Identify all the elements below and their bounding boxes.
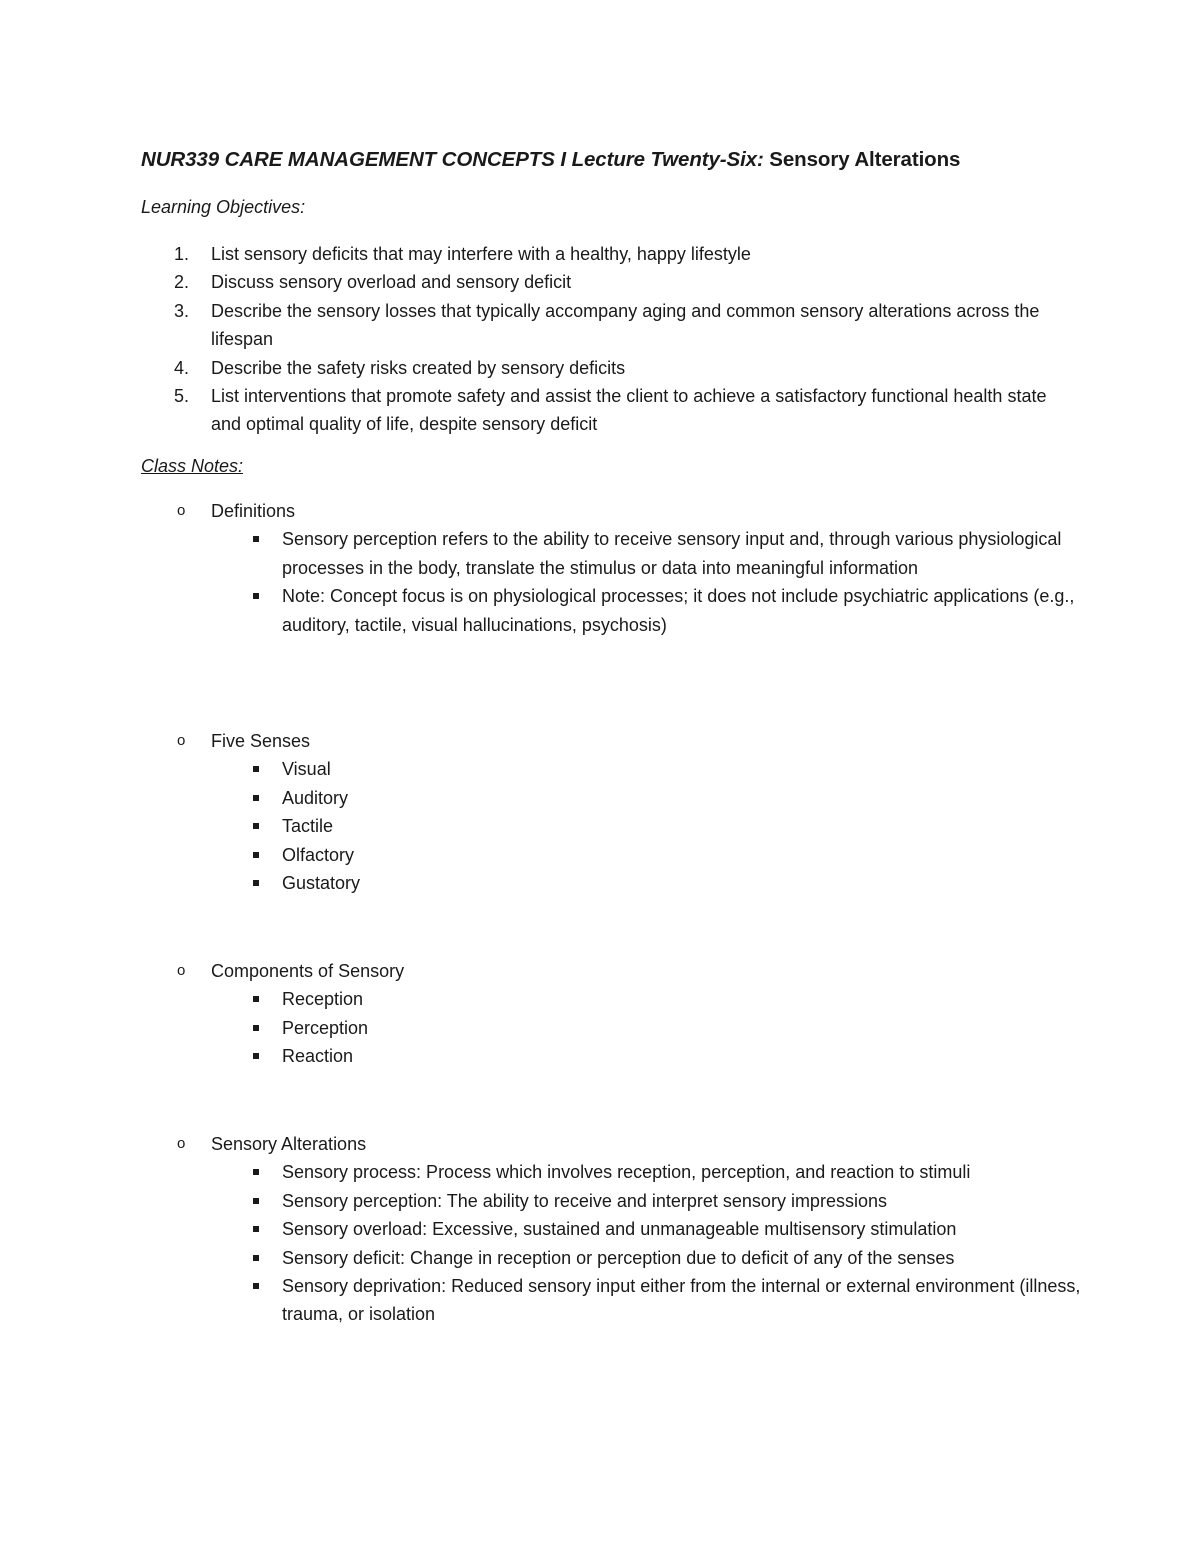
square-bullet-icon — [253, 1283, 259, 1289]
list-item — [141, 525, 1081, 582]
list-item — [141, 1014, 1081, 1042]
list-item — [141, 1042, 1081, 1070]
square-bullet-icon — [253, 593, 259, 599]
title-topic: Sensory Alterations — [763, 148, 961, 171]
list-item-text: Visual — [282, 759, 331, 780]
square-bullet-icon — [253, 1053, 259, 1059]
objective-item — [141, 240, 1061, 268]
square-bullet-icon — [253, 996, 259, 1002]
square-bullet-icon — [253, 1025, 259, 1031]
section-items — [141, 985, 1081, 1070]
section-heading — [141, 497, 1081, 525]
list-item — [141, 841, 1081, 869]
objective-number: 4. — [174, 357, 190, 378]
objective-text: Describe the safety risks created by sensory deficits — [211, 357, 626, 378]
list-item — [141, 985, 1081, 1013]
list-item-text: Tactile — [282, 816, 334, 837]
section-heading-text: Five Senses — [211, 731, 311, 751]
list-item-text: Gustatory — [282, 873, 361, 894]
objective-number: 5. — [174, 386, 190, 407]
document-title — [141, 148, 960, 172]
section-heading-text: Definitions — [211, 501, 296, 521]
section-heading — [141, 1130, 1081, 1158]
list-item — [141, 1158, 1081, 1186]
list-item — [141, 755, 1081, 783]
list-item-text: Sensory perception refers to the ability to receive sensory input and, through various physiological processes in the body, translate the stimulus or data into meaningful information — [282, 529, 1062, 578]
square-bullet-icon — [253, 1169, 259, 1175]
section-sensory-alterations — [141, 1130, 1081, 1329]
objective-item — [141, 268, 1061, 296]
list-item-text: Perception — [282, 1017, 369, 1038]
section-items — [141, 525, 1081, 639]
section-five-senses — [141, 727, 1081, 897]
objective-item — [141, 382, 1061, 439]
section-heading — [141, 957, 1081, 985]
objective-number: 2. — [174, 272, 190, 293]
list-item — [141, 784, 1081, 812]
list-item-text: Sensory deficit: Change in reception or perception due to deficit of any of the senses — [282, 1247, 955, 1268]
objective-item — [141, 297, 1061, 354]
list-item — [141, 1244, 1081, 1272]
square-bullet-icon — [253, 536, 259, 542]
list-item — [141, 1272, 1081, 1329]
list-item-text: Olfactory — [282, 844, 355, 865]
objective-text: Describe the sensory losses that typically accompany aging and common sensory alterations across the lifespan — [211, 300, 1040, 350]
circle-bullet-icon: o — [177, 502, 186, 519]
learning-objectives-heading: Learning Objectives: — [141, 197, 306, 217]
square-bullet-icon — [253, 795, 259, 801]
section-components-of-sensory — [141, 957, 1081, 1071]
list-item — [141, 869, 1081, 897]
square-bullet-icon — [253, 880, 259, 886]
title-course: NUR339 CARE MANAGEMENT CONCEPTS I Lecture Twenty-Six: — [141, 148, 764, 171]
section-heading — [141, 727, 1081, 755]
objective-text: List sensory deficits that may interfere with a healthy, happy lifestyle — [211, 244, 751, 264]
list-item-text: Sensory process: Process which involves reception, perception, and reaction to stimuli — [282, 1162, 971, 1183]
list-item-text: Reception — [282, 989, 364, 1010]
square-bullet-icon — [253, 852, 259, 858]
list-item-text: Note: Concept focus is on physiological processes; it does not include psychiatric applications (e.g., auditory, tactile, visual hallucinations, psychosis) — [282, 586, 1075, 635]
objective-text: List interventions that promote safety and assist the client to achieve a satisfactory functional health state and optimal quality of life, despite sensory deficit — [211, 386, 1047, 435]
list-item — [141, 1215, 1081, 1243]
section-heading-text: Components of Sensory — [211, 961, 405, 981]
section-items — [141, 1158, 1081, 1328]
section-definitions — [141, 497, 1081, 639]
objective-item — [141, 354, 1061, 382]
list-item-text: Auditory — [282, 787, 349, 808]
list-item-text: Reaction — [282, 1046, 354, 1067]
circle-bullet-icon: o — [177, 1135, 186, 1152]
list-item-text: Sensory perception: The ability to receive and interpret sensory impressions — [282, 1190, 887, 1211]
objective-number: 1. — [174, 244, 190, 264]
circle-bullet-icon: o — [177, 962, 186, 979]
square-bullet-icon — [253, 1198, 259, 1204]
square-bullet-icon — [253, 766, 259, 772]
objective-text: Discuss sensory overload and sensory deficit — [211, 272, 572, 293]
square-bullet-icon — [253, 823, 259, 829]
objective-number: 3. — [174, 300, 190, 321]
list-item-text: Sensory overload: Excessive, sustained and unmanageable multisensory stimulation — [282, 1219, 957, 1240]
list-item — [141, 1187, 1081, 1215]
list-item-text: Sensory deprivation: Reduced sensory input either from the internal or external environment (illness, trauma, or isolation — [282, 1276, 1081, 1325]
class-notes-heading: Class Notes: — [141, 456, 244, 476]
section-items — [141, 755, 1081, 897]
square-bullet-icon — [253, 1226, 259, 1232]
section-heading-text: Sensory Alterations — [211, 1134, 367, 1154]
circle-bullet-icon: o — [177, 732, 186, 749]
objectives-list — [141, 240, 1061, 439]
list-item — [141, 582, 1081, 639]
list-item — [141, 812, 1081, 840]
square-bullet-icon — [253, 1255, 259, 1261]
